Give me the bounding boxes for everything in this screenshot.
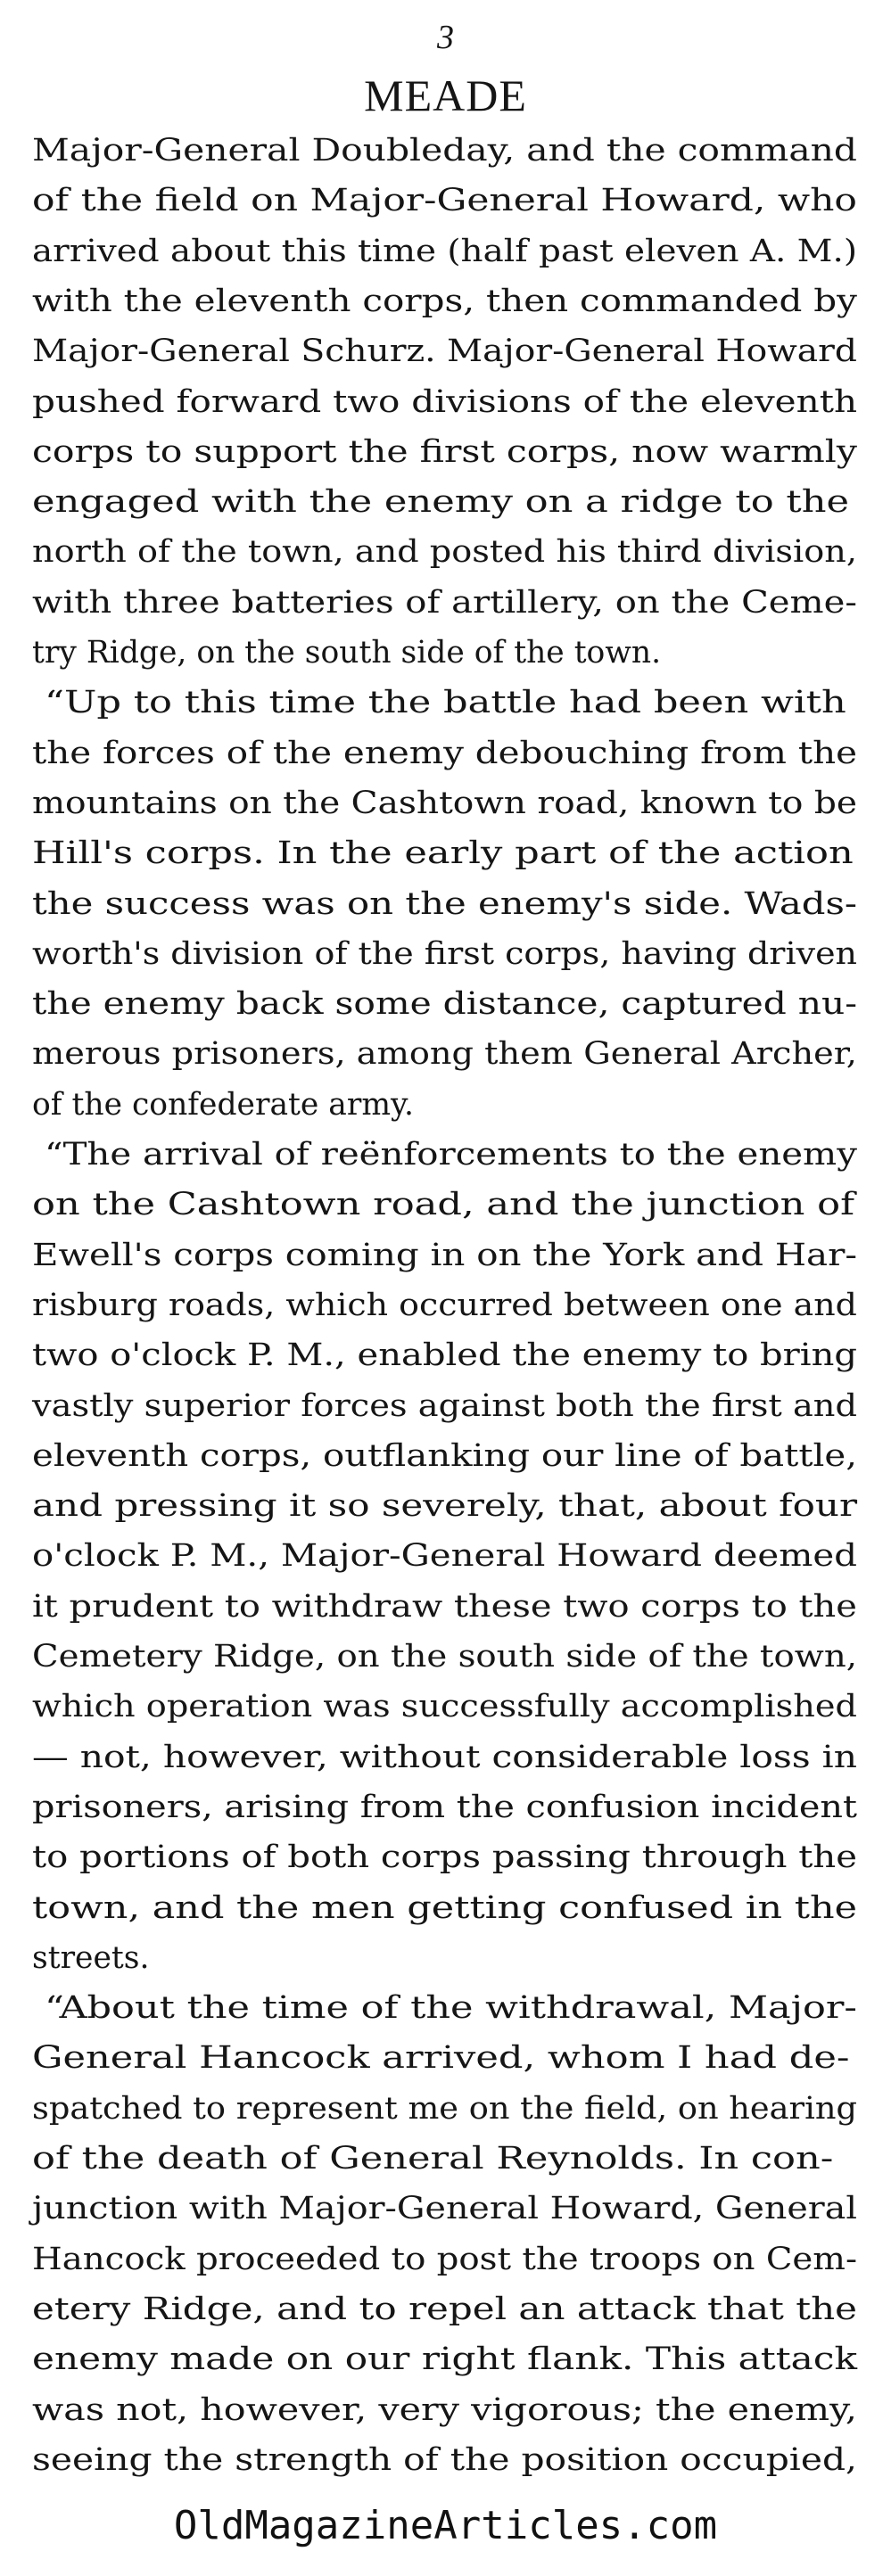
text-line: [0, 684, 891, 721]
text-line: [0, 182, 891, 219]
text-line-content: two o'clock P. M., enabled the enemy to bring: [32, 1337, 858, 1374]
text-line-content: Ewell's corps coming in on the York and Har-: [32, 1237, 858, 1273]
text-line-content: with the eleventh corps, then commanded by: [32, 283, 857, 319]
text-line-content: Hancock proceeded to post the troops on Cem-: [32, 2241, 858, 2277]
text-line-content: etery Ridge, and to repel an attack that the: [32, 2291, 858, 2327]
text-line: [0, 1186, 891, 1223]
text-line-content: town, and the men getting confused in the: [32, 1889, 857, 1926]
text-line: [0, 1437, 891, 1475]
text-line: [0, 2140, 891, 2177]
text-line-content: to portions of both corps passing through the: [32, 1839, 858, 1876]
text-line-content: junction with Major-General Howard, General: [32, 2191, 857, 2227]
text-line-content: “About the time of the withdrawal, Major-: [45, 1990, 857, 2027]
text-line-content: the enemy back some distance, captured nu-: [32, 986, 858, 1023]
page-number: 3: [437, 19, 454, 56]
text-line-content: Cemetery Ridge, on the south side of the town,: [32, 1639, 858, 1675]
text-line: [0, 1588, 891, 1625]
text-line: [0, 2341, 891, 2378]
text-line: [0, 1889, 891, 1927]
text-line: [0, 2291, 891, 2328]
text-line-content: north of the town, and posted his third division,: [32, 534, 857, 571]
text-line-content: arrived about this time (half past eleven A. M.): [32, 233, 858, 269]
text-line-content: enemy made on our right flank. This attack: [32, 2341, 858, 2378]
text-line: [0, 132, 891, 169]
text-line: [0, 584, 891, 621]
text-line: [0, 283, 891, 320]
text-line: [0, 1537, 891, 1575]
text-line: [0, 533, 891, 571]
text-line-content: of the death of General Reynolds. In con-: [32, 2141, 834, 2177]
text-line-content: try Ridge, on the south side of the town.: [32, 635, 662, 671]
text-line: [0, 1237, 891, 1274]
text-line-content: eleventh corps, outflanking our line of battle,: [32, 1437, 858, 1474]
text-line: [0, 433, 891, 471]
text-line-content: with three batteries of artillery, on the Ceme-: [32, 584, 857, 621]
text-line-content: seeing the strength of the position occupied,: [32, 2441, 858, 2478]
text-line: [0, 1789, 891, 1826]
text-line: [0, 634, 891, 671]
text-line: [0, 483, 891, 521]
text-line-content: mountains on the Cashtown road, known to be: [32, 785, 858, 821]
text-line-content: of the confederate army.: [32, 1086, 414, 1123]
page-title: MEADE: [364, 70, 527, 120]
text-line: [0, 735, 891, 772]
text-line-content: Major-General Doubleday, and the command: [32, 133, 858, 169]
text-line: [0, 1939, 891, 1977]
text-line: [0, 835, 891, 872]
text-line: [0, 333, 891, 370]
text-line: [0, 2090, 891, 2127]
text-line-content: corps to support the first corps, now warmly: [32, 433, 858, 470]
text-line-content: and pressing it so severely, that, about four: [32, 1488, 858, 1525]
text-line: [0, 885, 891, 923]
text-line: [0, 2391, 891, 2429]
text-line-content: o'clock P. M., Major-General Howard deemed: [32, 1538, 858, 1575]
text-line: [0, 1287, 891, 1324]
text-line: [0, 233, 891, 270]
text-line: [0, 1638, 891, 1675]
text-line: [0, 2039, 891, 2077]
text-line-content: the forces of the enemy debouching from the: [32, 735, 858, 771]
text-line: [0, 1387, 891, 1425]
text-line-content: streets.: [32, 1939, 150, 1976]
text-line-content: General Hancock arrived, whom I had de-: [32, 2040, 850, 2077]
text-line: [0, 1989, 891, 2027]
text-line-content: vastly superior forces against both the first and: [32, 1387, 858, 1424]
text-line: [0, 383, 891, 421]
text-line-content: was not, however, very vigorous; the enemy,: [32, 2391, 857, 2428]
site-footer: OldMagazineArticles.com: [173, 2503, 718, 2548]
text-line: [0, 1086, 891, 1123]
text-line-content: Major-General Schurz. Major-General Howard: [32, 333, 858, 370]
text-line-content: merous prisoners, among them General Archer,: [32, 1036, 857, 1073]
text-line-content: engaged with the enemy on a ridge to the: [32, 484, 850, 521]
text-line-content: — not, however, without considerable loss in: [32, 1739, 857, 1775]
text-line-content: pushed forward two divisions of the eleventh: [32, 383, 858, 420]
text-line: [0, 785, 891, 822]
text-line-content: Hill's corps. In the early part of the action: [32, 835, 854, 872]
text-line-content: which operation was successfully accomplished: [32, 1689, 857, 1725]
text-line-content: prisoners, arising from the confusion incident: [32, 1789, 858, 1825]
text-line: [0, 1487, 891, 1525]
text-line: [0, 1688, 891, 1725]
text-line-content: risburg roads, which occurred between one and: [32, 1287, 857, 1323]
text-line: [0, 985, 891, 1023]
text-line-content: “Up to this time the battle had been with: [45, 685, 846, 721]
text-line: [0, 1035, 891, 1073]
text-line: [0, 2190, 891, 2227]
text-line: [0, 1739, 891, 1776]
text-line: [0, 1839, 891, 1876]
text-line-content: spatched to represent me on the field, on hearing: [32, 2090, 858, 2127]
text-line-content: worth's division of the first corps, having driven: [32, 935, 858, 972]
text-line: [0, 1136, 891, 1173]
text-line: [0, 1337, 891, 1374]
text-line-content: of the field on Major-General Howard, who: [32, 183, 857, 219]
text-line-content: it prudent to withdraw these two corps to the: [32, 1588, 857, 1625]
text-line: [0, 2241, 891, 2278]
text-line-content: “The arrival of reënforcements to the enemy: [45, 1137, 857, 1173]
text-line-content: on the Cashtown road, and the junction of: [32, 1187, 855, 1223]
text-line-content: the success was on the enemy's side. Wads-: [32, 885, 858, 922]
text-line: [0, 935, 891, 973]
text-line: [0, 2441, 891, 2479]
